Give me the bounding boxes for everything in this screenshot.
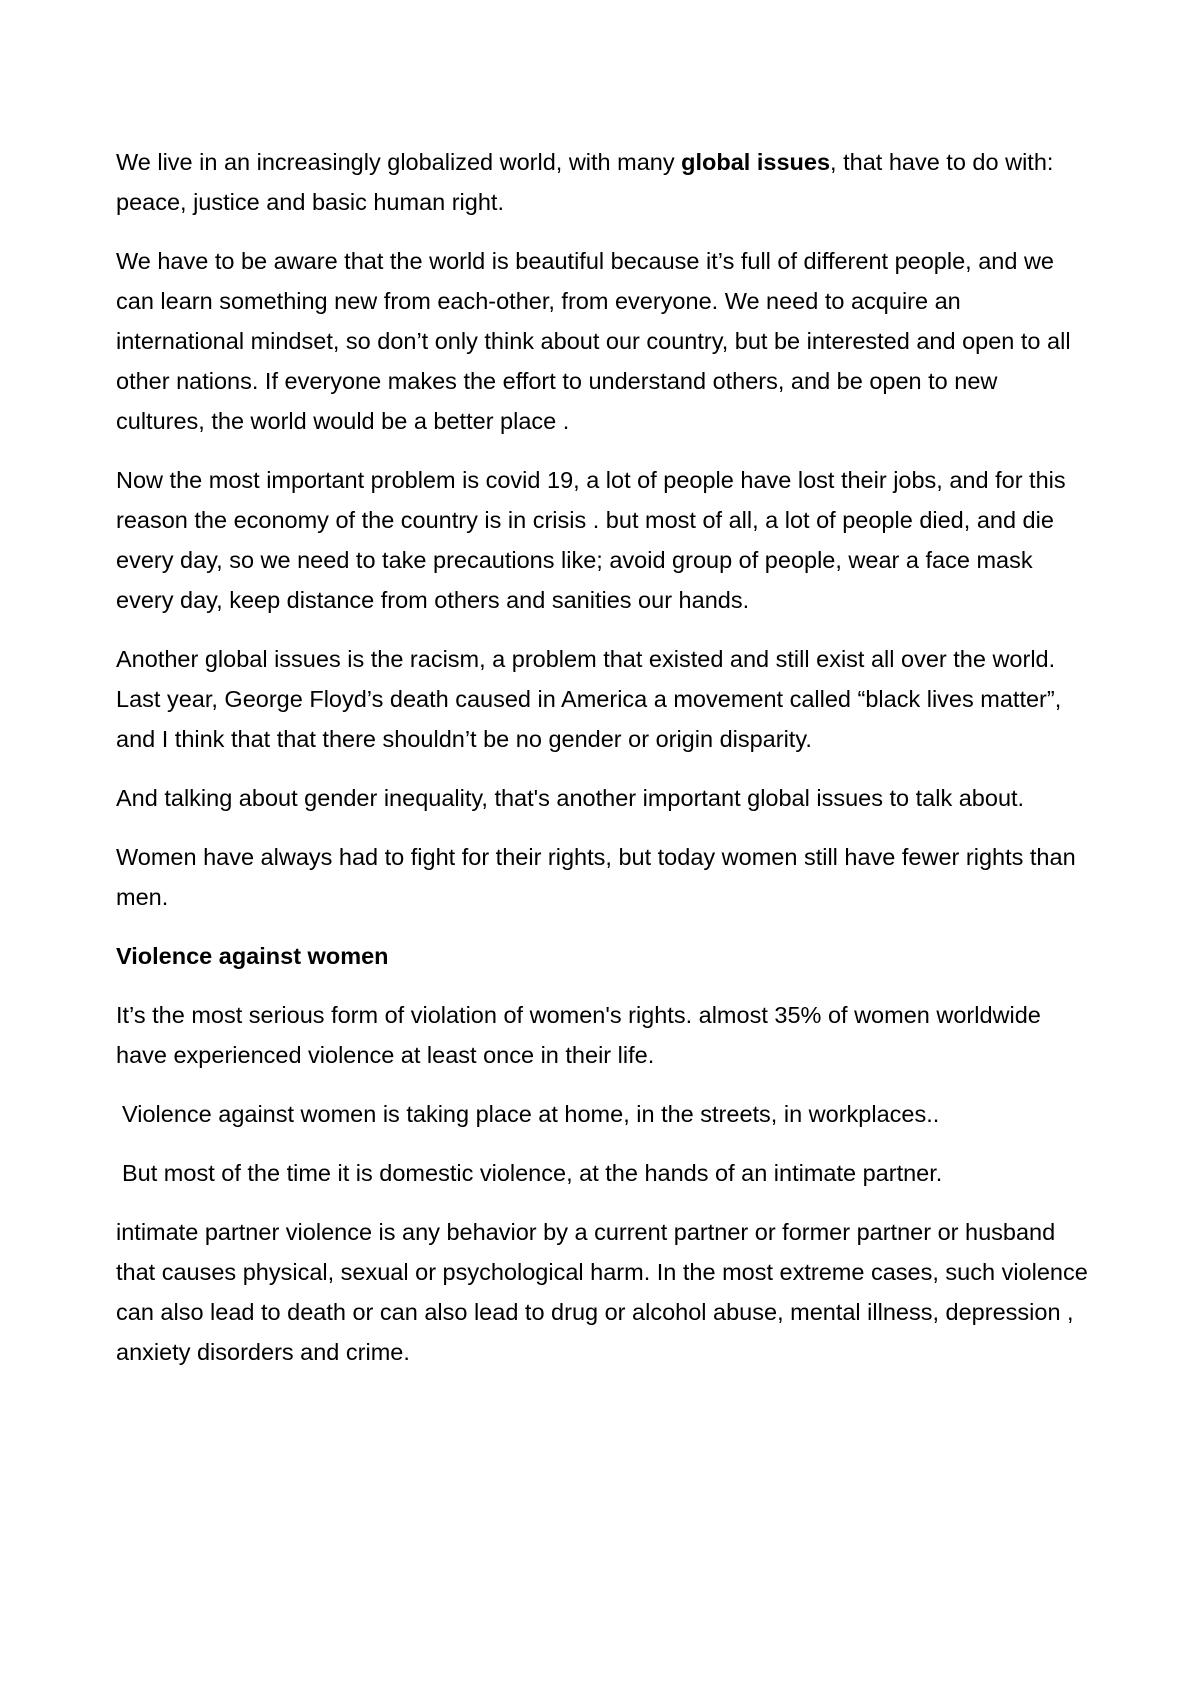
section-heading: Violence against women <box>116 943 389 969</box>
paragraph-women-rights: Women have always had to fight for their rights, but today women still have fewer rights than men. <box>116 844 1076 910</box>
global-issues-bold: global issues <box>681 149 831 175</box>
document-page <box>116 142 1091 1391</box>
paragraph-intimate-partner-violence: intimate partner violence is any behavior by a current partner or former partner or husband that causes physical, sexual or psychological harm. In the most extreme cases, such violence can also lead to death or can also lead to drug or alcohol abuse, mental illness, depression , anxiety disorders and crime. <box>116 1219 1088 1365</box>
paragraph-racism: Another global issues is the racism, a problem that existed and still exist all over the world. Last year, George Floyd’s death caused in America a movement called “black lives matter”, and I think that that there shouldn’t be no gender or origin disparity. <box>116 646 1062 752</box>
paragraph-covid: Now the most important problem is covid 19, a lot of people have lost their jobs, and for this reason the economy of the country is in crisis . but most of all, a lot of people died, and die every day, so we need to take precautions like; avoid group of people, wear a face mask every day, keep distance from others and sanities our hands. <box>116 467 1066 613</box>
paragraph-intro-text-end: , that have to do with: peace, justice and basic human right. <box>116 149 1054 215</box>
paragraph-violation: It’s the most serious form of violation of women's rights. almost 35% of women worldwide have experienced violence at least once in their life. <box>116 1002 1041 1068</box>
paragraph-intro <box>116 142 1091 222</box>
paragraph-gender-inequality: And talking about gender inequality, that's another important global issues to talk about. <box>116 785 1025 811</box>
paragraph-domestic-violence: But most of the time it is domestic violence, at the hands of an intimate partner. <box>122 1160 943 1186</box>
paragraph-violence-places: Violence against women is taking place at home, in the streets, in workplaces.. <box>122 1101 940 1127</box>
paragraph-international-mindset: We have to be aware that the world is beautiful because it’s full of different people, and we can learn something new from each-other, from everyone. We need to acquire an international mindset, so don’t only think about our country, but be interested and open to all other nations. If everyone makes the effort to understand others, and be open to new cultures, the world would be a better place . <box>116 248 1071 434</box>
paragraph-intro-text-start: We live in an increasingly globalized world, with many <box>116 149 682 175</box>
